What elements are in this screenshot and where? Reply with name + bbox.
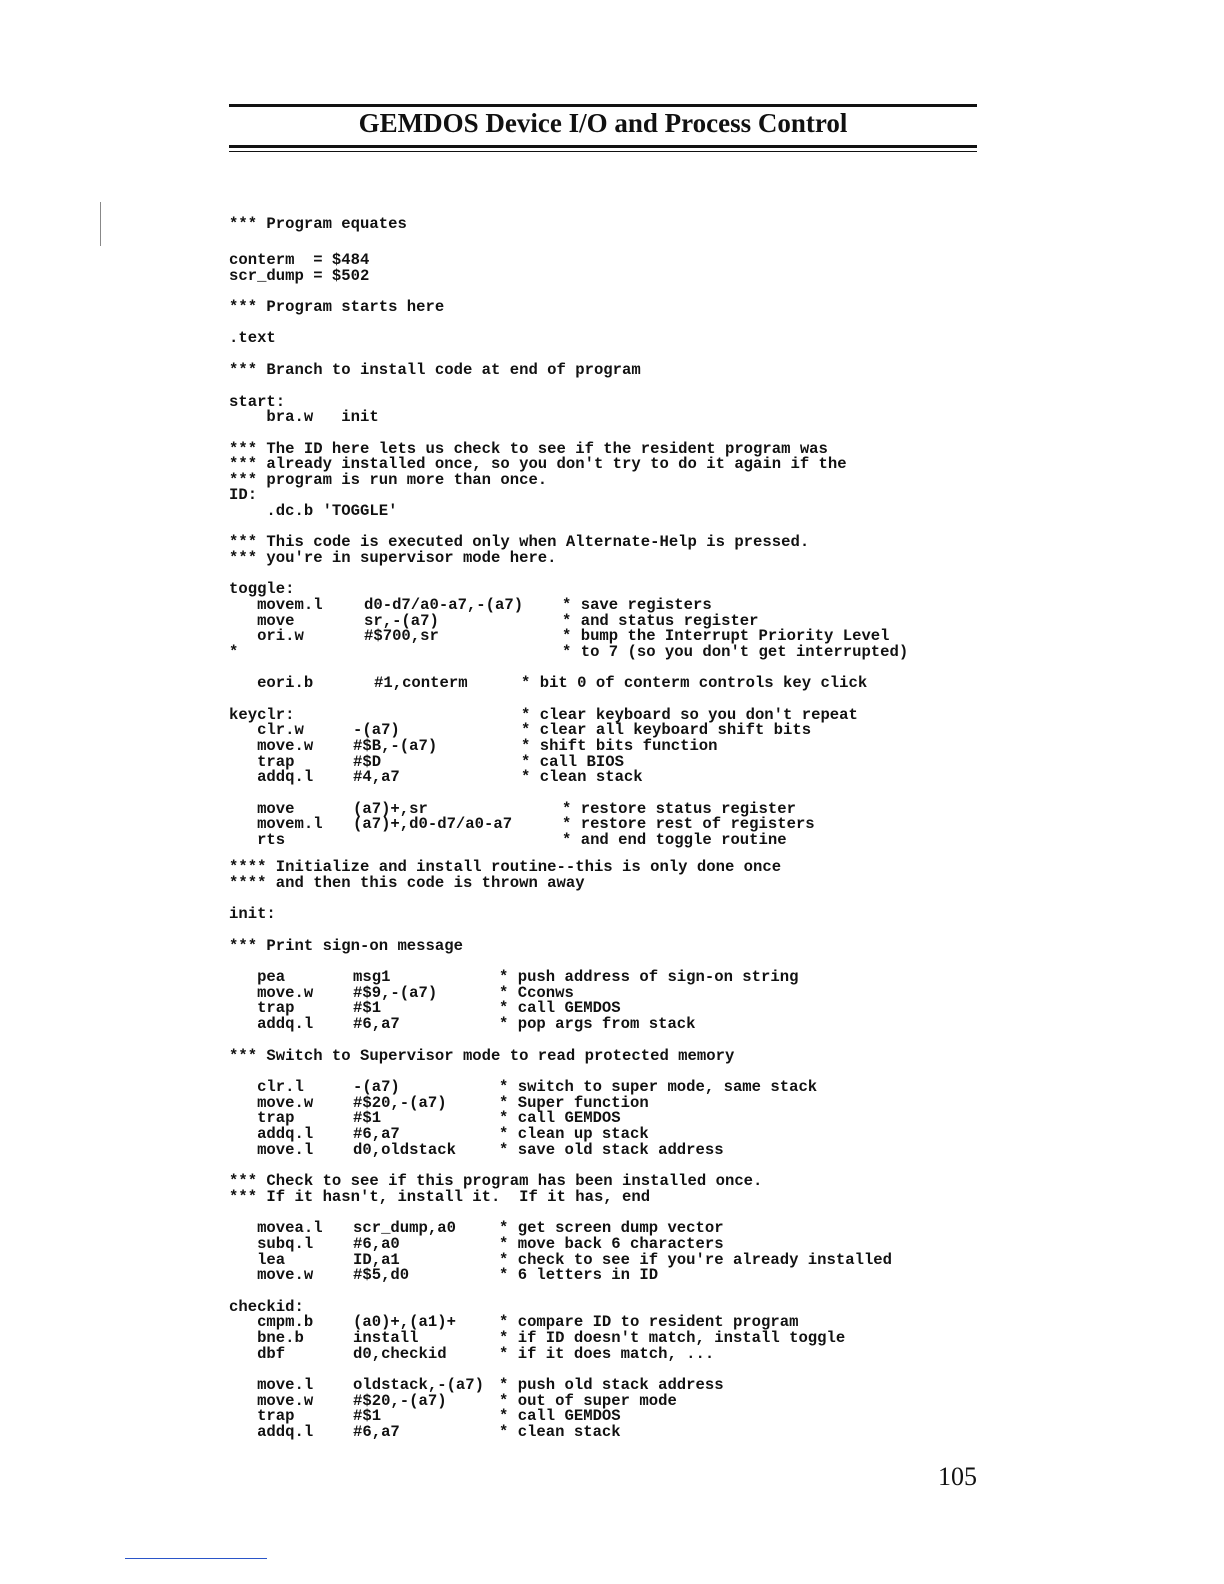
code-operand: #$20,-(a7) [353,1094,447,1112]
code-operand: #$1 [353,1109,382,1127]
code-comment: * if it does match, ... [499,1345,715,1363]
code-text: init: [229,905,276,923]
code-text: move.l [229,1141,314,1159]
code-line [229,1142,969,1159]
code-text: *** Check to see if this program has been installed once. [229,1172,763,1190]
code-text: rts [229,831,286,849]
code-comment: * and end toggle routine [562,831,787,849]
code-comment: * bit 0 of conterm controls key click [521,674,868,692]
code-line [229,906,969,923]
code-text: .text [229,329,276,347]
code-operand: install [353,1329,419,1347]
code-text: clr.l [229,1078,304,1096]
code-line [229,330,969,347]
code-text: move.w [229,1266,314,1284]
code-operand: #6,a0 [353,1235,400,1253]
code-comment: * save registers [562,596,712,614]
code-line [229,1267,969,1284]
header-bottom-rule-thin [229,151,977,152]
code-line [229,362,969,379]
code-line [229,832,969,849]
code-operand: -(a7) [353,721,400,739]
code-text: ori.w [229,627,304,645]
code-line [229,216,969,233]
code-text: eori.b [229,674,314,692]
code-line [229,409,969,426]
code-line [229,550,969,567]
code-comment: * shift bits function [521,737,718,755]
code-text: *** Print sign-on message [229,937,463,955]
code-operand: scr_dump,a0 [353,1219,456,1237]
code-comment: * Super function [499,1094,649,1112]
code-text: ID: [229,486,258,504]
code-text: checkid: [229,1298,304,1316]
code-text: *** Program starts here [229,298,445,316]
code-operand: (a7)+,sr [353,800,428,818]
code-line [229,1016,969,1033]
code-text: trap [229,753,295,771]
code-text: keyclr: [229,706,295,724]
code-operand: d0-d7/a0-a7,-(a7) [364,596,524,614]
code-text: **** Initialize and install routine--this is only done once [229,858,782,876]
code-text: move.l [229,1376,314,1394]
code-text: move.w [229,1392,314,1410]
code-operand: #$5,d0 [353,1266,410,1284]
code-line [229,769,969,786]
code-operand: (a0)+,(a1)+ [353,1313,456,1331]
footnote-rule [125,1558,267,1559]
code-text: *** The ID here lets us check to see if the resident program was [229,440,828,458]
code-comment: * call GEMDOS [499,1109,621,1127]
header-bottom-rule [229,145,977,148]
code-operand: #$9,-(a7) [353,984,438,1002]
code-comment: * call GEMDOS [499,1407,621,1425]
code-comment: * call BIOS [521,753,624,771]
code-line [229,1424,969,1441]
code-line [229,299,969,316]
code-operand: #6,a7 [353,1015,400,1033]
code-comment: * clean stack [499,1423,621,1441]
code-text: move [229,800,295,818]
page-number: 105 [938,1462,977,1491]
code-text: * [229,643,239,661]
code-comment: * to 7 (so you don't get interrupted) [562,643,909,661]
code-operand: #6,a7 [353,1423,400,1441]
code-operand: #6,a7 [353,1125,400,1143]
code-text: *** Branch to install code at end of program [229,361,641,379]
code-text: *** program is run more than once. [229,471,548,489]
code-text: toggle: [229,580,295,598]
code-text: clr.w [229,721,304,739]
code-comment: * push old stack address [499,1376,724,1394]
code-text: *** you're in supervisor mode here. [229,549,557,567]
code-operand: #$D [353,753,382,771]
page-title: GEMDOS Device I/O and Process Control [358,108,848,138]
code-comment: * compare ID to resident program [499,1313,799,1331]
code-operand: d0,checkid [353,1345,447,1363]
code-comment: * check to see if you're already installed [499,1251,893,1269]
code-comment: * clear all keyboard shift bits [521,721,812,739]
code-text: move.w [229,737,314,755]
code-operand: (a7)+,d0-d7/a0-a7 [353,815,513,833]
code-comment: * save old stack address [499,1141,724,1159]
code-comment: * call GEMDOS [499,999,621,1017]
code-text: cmpm.b [229,1313,314,1331]
code-comment: * clean stack [521,768,643,786]
code-text: addq.l [229,1125,314,1143]
code-text: subq.l [229,1235,314,1253]
code-text: move.w [229,1094,314,1112]
code-operand: sr,-(a7) [364,612,439,630]
code-operand: msg1 [353,968,391,986]
code-comment: * out of super mode [499,1392,677,1410]
code-line [229,1189,969,1206]
code-text: *** Switch to Supervisor mode to read protected memory [229,1047,735,1065]
margin-mark [100,202,101,246]
code-operand: #$B,-(a7) [353,737,438,755]
code-line [229,644,969,661]
code-comment: * push address of sign-on string [499,968,799,986]
code-operand: #$20,-(a7) [353,1392,447,1410]
header-top-rule [229,104,977,107]
code-text: addq.l [229,1015,314,1033]
code-operand: oldstack,-(a7) [353,1376,485,1394]
code-operand: ID,a1 [353,1251,400,1269]
code-line [229,675,969,692]
code-line [229,268,969,285]
code-text: trap [229,1109,295,1127]
code-comment: * restore status register [562,800,796,818]
code-text: move [229,612,295,630]
code-comment: * clear keyboard so you don't repeat [521,706,858,724]
code-text: movem.l [229,815,323,833]
code-text: addq.l [229,1423,314,1441]
code-text: start: [229,393,286,411]
code-line [229,969,969,986]
code-text: lea [229,1251,286,1269]
code-text: pea [229,968,286,986]
code-operand: #4,a7 [353,768,400,786]
code-text: dbf [229,1345,286,1363]
code-text: trap [229,1407,295,1425]
code-text: *** Program equates [229,215,407,233]
code-text: bne.b [229,1329,304,1347]
code-comment: * bump the Interrupt Priority Level [562,627,890,645]
code-text: *** This code is executed only when Alternate-Help is pressed. [229,533,810,551]
code-comment: * restore rest of registers [562,815,815,833]
code-operand: d0,oldstack [353,1141,456,1159]
code-comment: * if ID doesn't match, install toggle [499,1329,846,1347]
code-comment: * and status register [562,612,759,630]
code-text: .dc.b 'TOGGLE' [229,502,398,520]
code-line [229,1346,969,1363]
code-line [229,1048,969,1065]
code-text: conterm = $484 [229,251,370,269]
code-text: move.w [229,984,314,1002]
code-comment: * get screen dump vector [499,1219,724,1237]
code-text: trap [229,999,295,1017]
code-comment: * pop args from stack [499,1015,696,1033]
code-text: movem.l [229,596,323,614]
code-operand: #$1 [353,999,382,1017]
code-comment: * switch to super mode, same stack [499,1078,818,1096]
code-text: *** If it hasn't, install it. If it has, end [229,1188,651,1206]
code-text: scr_dump = $502 [229,267,370,285]
code-line [229,503,969,520]
code-line [229,875,969,892]
code-text: movea.l [229,1219,323,1237]
code-comment: * Cconws [499,984,574,1002]
code-comment: * move back 6 characters [499,1235,724,1253]
code-text: *** already installed once, so you don't try to do it again if the [229,455,847,473]
code-operand: #$1 [353,1407,382,1425]
code-operand: -(a7) [353,1078,400,1096]
code-line [229,938,969,955]
code-text: **** and then this code is thrown away [229,874,585,892]
code-operand: #$700,sr [364,627,439,645]
code-text: addq.l [229,768,314,786]
code-comment: * 6 letters in ID [499,1266,659,1284]
code-text: bra.w init [229,408,379,426]
code-operand: #1,conterm [374,674,468,692]
code-comment: * clean up stack [499,1125,649,1143]
